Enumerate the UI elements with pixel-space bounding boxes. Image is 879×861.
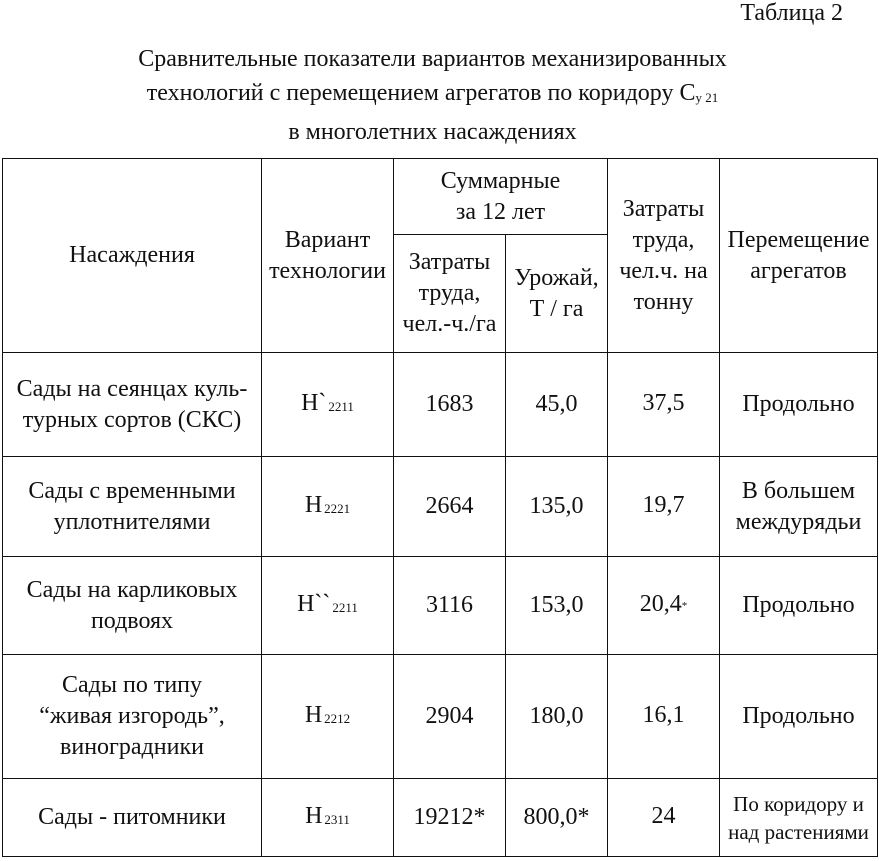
- variant-subscript: 2211: [332, 599, 358, 615]
- cell-movement: [720, 779, 878, 857]
- header-labor-line: труда,: [418, 280, 481, 306]
- cell-labor-per-ton: [608, 353, 720, 457]
- title-line-2-main: технологий с перемещением агрегатов по коридору С: [146, 80, 696, 106]
- movement-line: По коридору и: [733, 791, 864, 816]
- cell-labor-per-ton: [608, 779, 720, 857]
- cell-plantings: [3, 779, 262, 857]
- labor-per-ton-mark: *: [681, 600, 688, 612]
- cell-variant: [262, 457, 394, 557]
- cell-yield: 153,0: [506, 557, 608, 655]
- table-label: Таблица 2: [740, 0, 843, 26]
- table-row: [3, 557, 878, 655]
- cell-yield: 180,0: [506, 655, 608, 779]
- variant-subscript: 2221: [324, 500, 351, 516]
- plantings-line: подвоях: [90, 607, 174, 634]
- movement-line: Продольно: [742, 391, 855, 417]
- header-labor-per-ton-line: чел.ч. на: [619, 257, 708, 284]
- header-labor-per-ton-line: труда,: [632, 226, 695, 253]
- header-variant-line: технологии: [269, 257, 386, 284]
- title-line-3: в многолетних насаждениях: [288, 119, 577, 145]
- header-labor-line: чел.-ч./га: [402, 311, 497, 337]
- header-yield-line: Т / га: [529, 295, 584, 322]
- plantings-line: уплотнителями: [53, 508, 211, 535]
- table-row: [3, 457, 878, 557]
- header-total-line: за 12 лет: [455, 198, 546, 225]
- table-row: [3, 353, 878, 457]
- title-line-2-subscript: у 21: [695, 90, 719, 105]
- header-labor-per-ton-line: тонну: [633, 288, 694, 315]
- header-movement: [720, 159, 878, 353]
- cell-labor-per-ton: [608, 557, 720, 655]
- cell-movement: [720, 557, 878, 655]
- header-total-line: Суммарные: [440, 167, 561, 194]
- cell-labor-per-ton: [608, 655, 720, 779]
- variant-main: Н: [304, 491, 323, 518]
- cell-plantings: [3, 353, 262, 457]
- movement-line: над растениями: [728, 819, 869, 844]
- cell-movement: [720, 353, 878, 457]
- cell-variant: [262, 353, 394, 457]
- comparison-table: [2, 158, 878, 857]
- header-plantings: Насаждения: [3, 159, 262, 353]
- header-labor: [394, 235, 506, 353]
- table-title: [0, 42, 865, 149]
- cell-labor: 19212*: [394, 779, 506, 857]
- table-row: [3, 655, 878, 779]
- movement-line: В большем: [741, 477, 856, 504]
- plantings-line: “живая изгородь”,: [39, 703, 225, 729]
- variant-subscript: 2212: [324, 710, 351, 726]
- cell-variant: [262, 779, 394, 857]
- title-line-1: Сравнительные показатели вариантов механизированных: [138, 46, 727, 72]
- plantings-line: Сады на сеянцах куль-: [16, 375, 248, 402]
- variant-main: Н: [305, 802, 323, 829]
- header-movement-line: агрегатов: [750, 257, 847, 284]
- labor-per-ton-value: 19,7: [642, 492, 685, 518]
- header-labor-per-ton-line: Затраты: [622, 195, 705, 222]
- cell-labor: 3116: [394, 557, 506, 655]
- plantings-line: Сады по типу: [61, 672, 202, 698]
- plantings-line: турных сортов (СКС): [22, 406, 242, 433]
- cell-variant: [262, 655, 394, 779]
- variant-main: Н``: [297, 590, 331, 617]
- labor-per-ton-value: 37,5: [642, 390, 685, 416]
- variant-main: Н: [304, 701, 323, 728]
- header-row-1: [3, 159, 878, 235]
- labor-per-ton-value: 24: [651, 803, 676, 829]
- cell-movement: [720, 655, 878, 779]
- header-yield: [506, 235, 608, 353]
- cell-labor-per-ton: [608, 457, 720, 557]
- labor-per-ton-value: 20,4: [639, 591, 682, 617]
- variant-main: Н`: [301, 389, 327, 416]
- cell-labor: 1683: [394, 353, 506, 457]
- cell-movement: [720, 457, 878, 557]
- movement-line: Продольно: [742, 592, 855, 618]
- header-total-group: [394, 159, 608, 235]
- cell-plantings: [3, 557, 262, 655]
- cell-labor: 2664: [394, 457, 506, 557]
- cell-variant: [262, 557, 394, 655]
- plantings-line: виноградники: [60, 734, 204, 760]
- labor-per-ton-value: 16,1: [642, 702, 685, 728]
- cell-labor: 2904: [394, 655, 506, 779]
- cell-plantings: [3, 457, 262, 557]
- header-yield-line: Урожай,: [514, 264, 599, 291]
- cell-yield: 135,0: [506, 457, 608, 557]
- variant-subscript: 2211: [328, 398, 354, 414]
- cell-yield: 45,0: [506, 353, 608, 457]
- cell-plantings: [3, 655, 262, 779]
- header-variant-line: Вариант: [284, 226, 371, 253]
- variant-subscript: 2311: [324, 811, 350, 827]
- movement-line: Продольно: [742, 703, 855, 729]
- title-line-2: [0, 76, 865, 115]
- plantings-line: Сады на карликовых: [26, 576, 238, 603]
- header-labor-per-ton: [608, 159, 720, 353]
- movement-line: междурядьи: [735, 508, 862, 535]
- header-labor-line: Затраты: [408, 249, 491, 275]
- header-variant: [262, 159, 394, 353]
- plantings-line: Сады - питомники: [38, 804, 226, 830]
- table-row: [3, 779, 878, 857]
- cell-yield: 800,0*: [506, 779, 608, 857]
- plantings-line: Сады с временными: [28, 477, 236, 504]
- header-movement-line: Перемещение: [727, 226, 870, 253]
